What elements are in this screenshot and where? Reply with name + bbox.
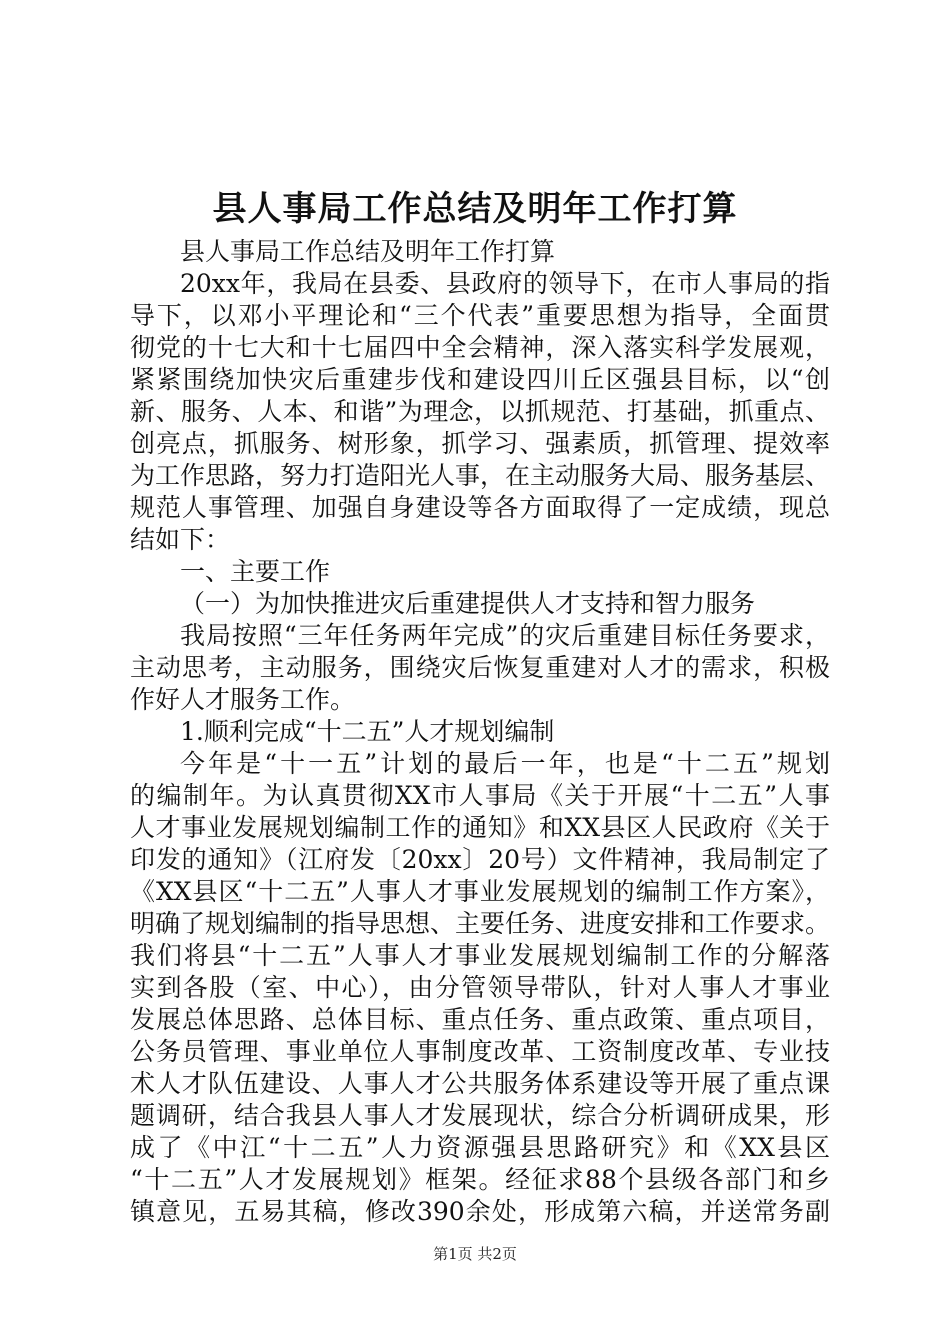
body-line: 《XX县区“十二五”人事人才事业发展规划的编制工作方案》， (130, 877, 830, 906)
body-line: 印发的通知》（江府发〔20xx〕20号）文件精神，我局制定了 (130, 845, 830, 874)
body-line: 创亮点，抓服务、树形象，抓学习、强素质，抓管理、提效率 (130, 429, 830, 458)
body-line: 彻党的十七大和十七届四中全会精神，深入落实科学发展观， (130, 333, 830, 362)
subsection-heading: （一）为加快推进灾后重建提供人才支持和智力服务 (180, 589, 756, 618)
body-line: 新、服务、人本、和谐”为理念，以抓规范、打基础，抓重点、 (130, 397, 830, 426)
section-heading: 一、主要工作 (180, 557, 331, 586)
body-line: “十二五”人才发展规划》框架。经征求88个县级各部门和乡 (130, 1165, 830, 1194)
body-line: 题调研，结合我县人事人才发展现状，综合分析调研成果，形 (130, 1101, 830, 1130)
body-line: 实到各股（室、中心），由分管领导带队，针对人事人才事业 (130, 973, 830, 1002)
item-heading: 1.顺利完成“十二五”人才规划编制 (180, 717, 555, 746)
body-line: 20xx年，我局在县委、县政府的领导下，在市人事局的指 (180, 269, 830, 298)
body-line: 发展总体思路、总体目标、重点任务、重点政策、重点项目， (130, 1005, 830, 1034)
body-line: 作好人才服务工作。 (130, 685, 356, 714)
body-line: 公务员管理、事业单位人事制度改革、工资制度改革、专业技 (130, 1037, 830, 1066)
body-line: 县人事局工作总结及明年工作打算 (180, 237, 556, 266)
page-footer: 第1页 共2页 (433, 1245, 517, 1263)
document-body (130, 236, 830, 1228)
body-line: 人才事业发展规划编制工作的通知》和XX县区人民政府《关于 (130, 813, 830, 842)
body-line: 规范人事管理、加强自身建设等各方面取得了一定成绩，现总 (130, 493, 830, 522)
body-line: 术人才队伍建设、人事人才公共服务体系建设等开展了重点课 (130, 1069, 830, 1098)
body-line: 我局按照“三年任务两年完成”的灾后重建目标任务要求， (180, 621, 830, 650)
body-line: 主动思考，主动服务，围绕灾后恢复重建对人才的需求，积极 (130, 653, 830, 682)
body-line: 今年是“十一五”计划的最后一年，也是“十二五”规划 (180, 749, 830, 778)
body-line: 的编制年。为认真贯彻XX市人事局《关于开展“十二五”人事 (130, 781, 830, 810)
document-title: 县人事局工作总结及明年工作打算 (212, 189, 738, 229)
body-line: 成了《中江“十二五”人力资源强县思路研究》和《XX县区 (130, 1133, 830, 1162)
body-line: 镇意见，五易其稿，修改390余处，形成第六稿，并送常务副 (130, 1197, 830, 1226)
body-line: 结如下： (130, 525, 231, 554)
body-line: 我们将县“十二五”人事人才事业发展规划编制工作的分解落 (130, 941, 830, 970)
body-line: 紧紧围绕加快灾后重建步伐和建设四川丘区强县目标，以“创 (130, 365, 830, 394)
body-line: 导下，以邓小平理论和“三个代表”重要思想为指导，全面贯 (130, 301, 830, 330)
body-line: 为工作思路，努力打造阳光人事，在主动服务大局、服务基层、 (130, 461, 831, 490)
body-line: 明确了规划编制的指导思想、主要任务、进度安排和工作要求。 (130, 909, 831, 938)
